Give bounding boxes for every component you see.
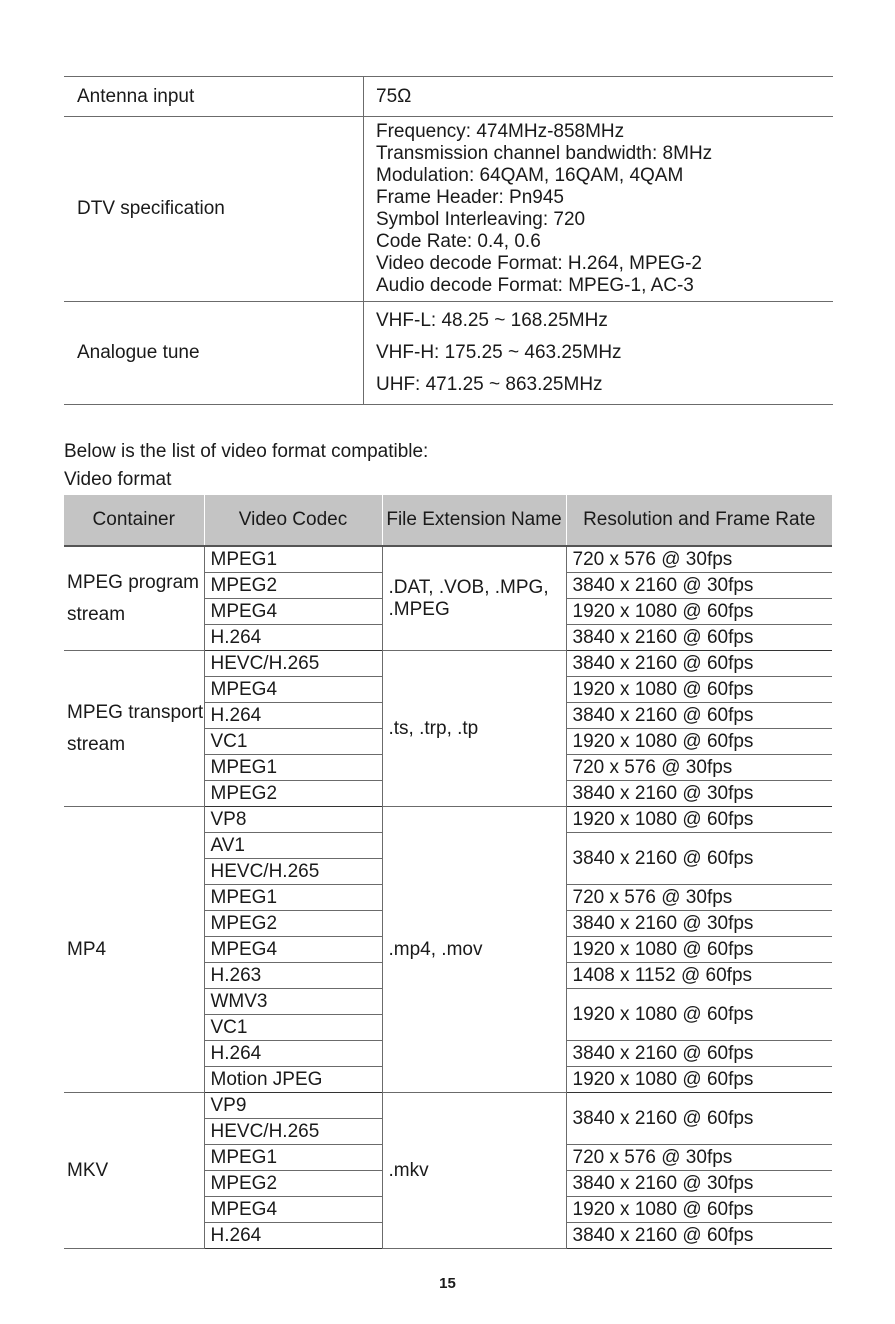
codec-cell: MPEG2 <box>204 781 382 807</box>
resolution-cell: 3840 x 2160 @ 30fps <box>566 573 832 599</box>
resolution-cell: 720 x 576 @ 30fps <box>566 1145 832 1171</box>
codec-cell: H.263 <box>204 963 382 989</box>
spec-label-dtv: DTV specification <box>64 117 364 302</box>
codec-cell: H.264 <box>204 1041 382 1067</box>
codec-cell: AV1 <box>204 833 382 859</box>
resolution-cell: 1920 x 1080 @ 60fps <box>566 1067 832 1093</box>
resolution-cell: 3840 x 2160 @ 30fps <box>566 781 832 807</box>
codec-cell: VC1 <box>204 1015 382 1041</box>
resolution-cell: 1920 x 1080 @ 60fps <box>566 729 832 755</box>
codec-cell: VP9 <box>204 1093 382 1119</box>
container-cell: MPEG program stream <box>64 546 204 651</box>
resolution-cell: 1920 x 1080 @ 60fps <box>566 989 832 1041</box>
codec-cell: WMV3 <box>204 989 382 1015</box>
resolution-cell: 720 x 576 @ 30fps <box>566 885 832 911</box>
container-cell: MKV <box>64 1093 204 1249</box>
dtv-line: Modulation: 64QAM, 16QAM, 4QAM <box>376 165 684 186</box>
resolution-cell: 3840 x 2160 @ 60fps <box>566 1041 832 1067</box>
header-video-codec: Video Codec <box>204 495 382 546</box>
extension-cell: .mp4, .mov <box>382 807 566 1093</box>
resolution-cell: 720 x 576 @ 30fps <box>566 546 832 573</box>
dtv-line: Frame Header: Pn945 <box>376 187 564 208</box>
codec-cell: MPEG4 <box>204 1197 382 1223</box>
resolution-cell: 3840 x 2160 @ 30fps <box>566 1171 832 1197</box>
codec-cell: MPEG1 <box>204 546 382 573</box>
codec-cell: H.264 <box>204 1223 382 1249</box>
header-container: Container <box>64 495 204 546</box>
intro-text: Below is the list of video format compatible: <box>64 441 429 462</box>
table-row <box>64 546 832 573</box>
header-file-extension: File Extension Name <box>382 495 566 546</box>
video-table-body <box>64 546 832 1249</box>
resolution-cell: 1920 x 1080 @ 60fps <box>566 1197 832 1223</box>
analogue-line: VHF-L: 48.25 ~ 168.25MHz <box>376 310 608 331</box>
resolution-cell: 3840 x 2160 @ 60fps <box>566 703 832 729</box>
dtv-line: Frequency: 474MHz-858MHz <box>376 121 625 142</box>
codec-cell: H.264 <box>204 703 382 729</box>
page-number: 15 <box>439 1275 456 1292</box>
dtv-line: Video decode Format: H.264, MPEG-2 <box>376 253 702 274</box>
codec-cell: MPEG2 <box>204 573 382 599</box>
table-row <box>64 1093 832 1119</box>
codec-cell: VP8 <box>204 807 382 833</box>
resolution-cell: 1408 x 1152 @ 60fps <box>566 963 832 989</box>
codec-cell: VC1 <box>204 729 382 755</box>
spec-value-antenna: 75Ω <box>364 77 834 117</box>
header-resolution: Resolution and Frame Rate <box>566 495 832 546</box>
codec-cell: MPEG4 <box>204 937 382 963</box>
spec-row-dtv <box>64 117 833 302</box>
resolution-cell: 3840 x 2160 @ 60fps <box>566 625 832 651</box>
container-cell: MP4 <box>64 807 204 1093</box>
dtv-line: Audio decode Format: MPEG-1, AC-3 <box>376 275 694 296</box>
spec-table <box>64 76 833 405</box>
resolution-cell: 1920 x 1080 @ 60fps <box>566 599 832 625</box>
codec-cell: HEVC/H.265 <box>204 1119 382 1145</box>
extension-cell: .mkv <box>382 1093 566 1249</box>
video-table-header-row <box>64 495 832 546</box>
dtv-line: Transmission channel bandwidth: 8MHz <box>376 143 713 164</box>
codec-cell: H.264 <box>204 625 382 651</box>
analogue-line: UHF: 471.25 ~ 863.25MHz <box>376 374 603 395</box>
codec-cell: MPEG4 <box>204 599 382 625</box>
extension-cell: .DAT, .VOB, .MPG, .MPEG <box>382 546 566 651</box>
spec-value-dtv <box>364 117 834 302</box>
resolution-cell: 1920 x 1080 @ 60fps <box>566 937 832 963</box>
extension-cell: .ts, .trp, .tp <box>382 651 566 807</box>
resolution-cell: 3840 x 2160 @ 60fps <box>566 1223 832 1249</box>
video-format-title: Video format <box>64 469 172 490</box>
codec-cell: MPEG2 <box>204 1171 382 1197</box>
resolution-cell: 3840 x 2160 @ 30fps <box>566 911 832 937</box>
spec-label-analogue: Analogue tune <box>64 302 364 405</box>
resolution-cell: 720 x 576 @ 30fps <box>566 755 832 781</box>
codec-cell: MPEG2 <box>204 911 382 937</box>
codec-cell: HEVC/H.265 <box>204 651 382 677</box>
resolution-cell: 1920 x 1080 @ 60fps <box>566 807 832 833</box>
resolution-cell: 3840 x 2160 @ 60fps <box>566 651 832 677</box>
codec-cell: HEVC/H.265 <box>204 859 382 885</box>
resolution-cell: 1920 x 1080 @ 60fps <box>566 677 832 703</box>
dtv-line: Code Rate: 0.4, 0.6 <box>376 231 541 252</box>
codec-cell: MPEG1 <box>204 885 382 911</box>
spec-row-analogue <box>64 302 833 405</box>
analogue-line: VHF-H: 175.25 ~ 463.25MHz <box>376 342 622 363</box>
codec-cell: MPEG4 <box>204 677 382 703</box>
resolution-cell: 3840 x 2160 @ 60fps <box>566 1093 832 1145</box>
spec-row-antenna <box>64 77 833 117</box>
codec-cell: Motion JPEG <box>204 1067 382 1093</box>
resolution-cell: 3840 x 2160 @ 60fps <box>566 833 832 885</box>
dtv-line: Symbol Interleaving: 720 <box>376 209 586 230</box>
video-format-table <box>64 495 832 1249</box>
table-row <box>64 807 832 833</box>
spec-value-analogue <box>364 302 834 405</box>
table-row <box>64 651 832 677</box>
container-cell: MPEG transport stream <box>64 651 204 807</box>
codec-cell: MPEG1 <box>204 1145 382 1171</box>
spec-label-antenna: Antenna input <box>64 77 364 117</box>
codec-cell: MPEG1 <box>204 755 382 781</box>
